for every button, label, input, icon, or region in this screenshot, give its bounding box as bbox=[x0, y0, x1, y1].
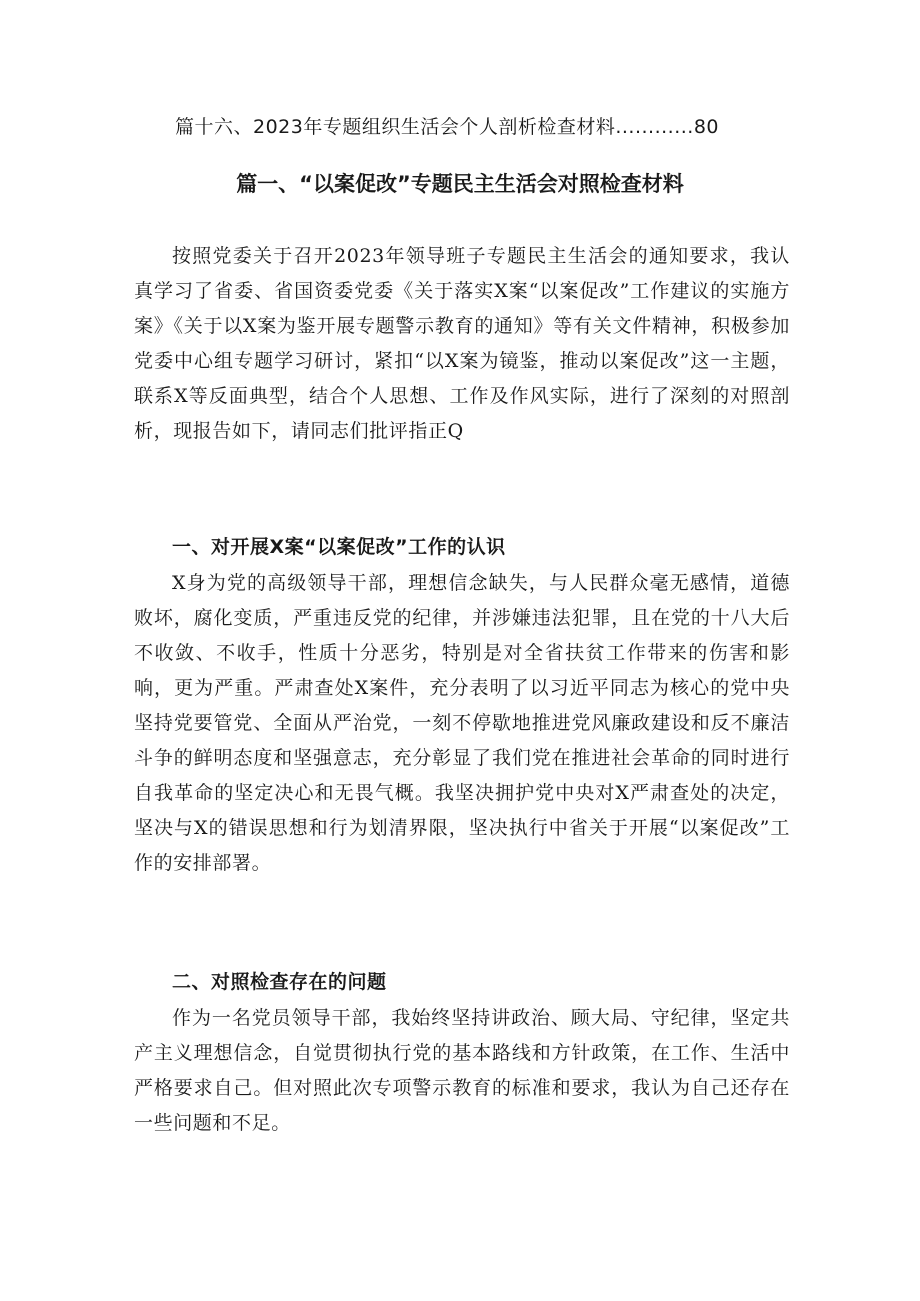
document-title: 篇一、“以案促改”专题民主生活会对照检查材料 bbox=[236, 172, 684, 196]
section-1-paragraph: X身为党的高级领导干部，理想信念缺失，与人民群众毫无感情，道德败坏，腐化变质，严重违反党的纪律，并涉嫌违法犯罪，且在党的十八大后不收敛、不收手，性质十分恶劣，特别是对全省扶贫工作带来的伤害和影响，更为严重。严肃查处X案件，充分表明了以习近平同志为核心的党中央坚持党要管党、全面从严治党，一刻不停歇地推进党风廉政建设和反不廉洁斗争的鲜明态度和坚强意志，充分彰显了我们党在推进社会革命的同时进行自我革命的坚定决心和无畏气概。我坚决拥护党中央对X严肃查处的决定，坚决与X的错误思想和行为划清界限，坚决执行中省关于开展“以案促改”工作的安排部署。 bbox=[134, 572, 790, 874]
intro-paragraph: 按照党委关于召开2023年领导班子专题民主生活会的通知要求，我认真学习了省委、省国资委党委《关于落实X案“以案促改”工作建议的实施方案》《关于以X案为鉴开展专题警示教育的通知》等有关文件精神，积极参加党委中心组专题学习研讨，紧扣“以X案为镜鉴，推动以案促改”这一主题，联系X等反面典型，结合个人思想、工作及作风实际，进行了深刻的对照剖析，现报告如下，请同志们批评指正Q bbox=[134, 245, 790, 442]
section-2-heading: 二、对照检查存在的问题 bbox=[172, 971, 387, 993]
toc-entry: 篇十六、2023年专题组织生活会个人剖析检查材料............80 bbox=[175, 116, 720, 138]
section-2-paragraph: 作为一名党员领导干部，我始终坚持讲政治、顾大局、守纪律，坚定共产主义理想信念，自觉贯彻执行党的基本路线和方针政策，在工作、生活中严格要求自己。但对照此次专项警示教育的标准和要求，我认为自己还存在一些问题和不足。 bbox=[134, 1007, 790, 1134]
section-1-heading: 一、对开展X案“以案促改”工作的认识 bbox=[172, 536, 506, 558]
